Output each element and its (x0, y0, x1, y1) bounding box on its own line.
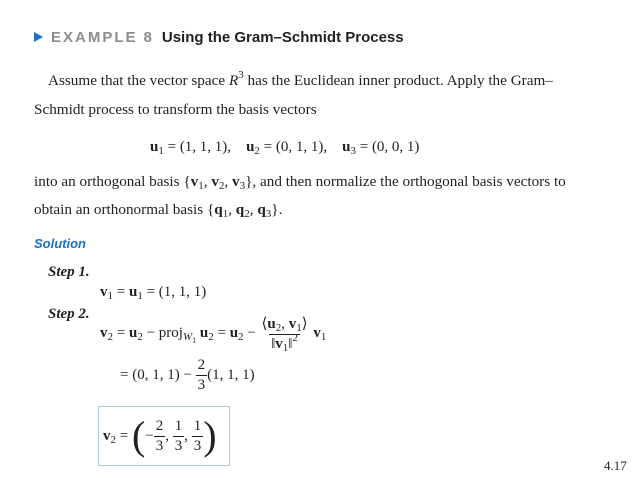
step1-label: Step 1. (48, 264, 90, 280)
basis-vectors: $u_1 = (1$, 1, 1), $u_2 = (0$, 1, 1), $u_3 = (0$, 0, 1) (150, 139, 420, 157)
example-number: 8 (143, 28, 152, 46)
solution-label: Solution (34, 236, 86, 251)
para2-line-1: into an orthogonal basis {$v_1$, $v_2$, $v_3$}, and then normalize the orthogonal basis vectors to (34, 173, 566, 192)
intro-line-2: Schmidt process to transform the basis vectors (34, 101, 317, 118)
v2-result: $v_2$ = ( − $\frac{2}{3}$ , $\frac{1}{3}$ , $\frac{1}{3}$ ) (103, 413, 217, 458)
page-number: 4.17 (604, 458, 627, 473)
example-header (34, 26, 404, 48)
projection-fraction: $\frac{⟨u_2, v_1⟩}{‖v_1‖^2}$ (261, 316, 308, 354)
two-thirds-fraction: $\frac{2}{3}$ (197, 357, 206, 393)
example-label: EXAMPLE (51, 28, 138, 46)
step2-line-2: = (0, 1, 1) − $\frac{2}{3}$ (1, 1, 1) (120, 357, 255, 393)
example-title: Using the Gram–Schmidt Process (161, 28, 404, 46)
para2-line-2: obtain an orthonormal basis {$q_1$, $q_2$, $q_3$}. (34, 201, 283, 220)
step2-equation: $v_2 = u_2$ − proj$_{W_1}$ $u_2 = u_2$ − $\frac{⟨u_2, v_1⟩}{‖v_1‖^2}$ $v_1$ (100, 316, 327, 354)
triangle-bullet-icon (34, 32, 43, 42)
step2-label: Step 2. (48, 306, 90, 322)
step1-equation: $v_1 = u_1 = (1$, 1, 1) (100, 284, 207, 302)
intro-line-1: Assume that the vector space $R^3$ has the Euclidean inner product. Apply the Gram– (48, 69, 553, 89)
